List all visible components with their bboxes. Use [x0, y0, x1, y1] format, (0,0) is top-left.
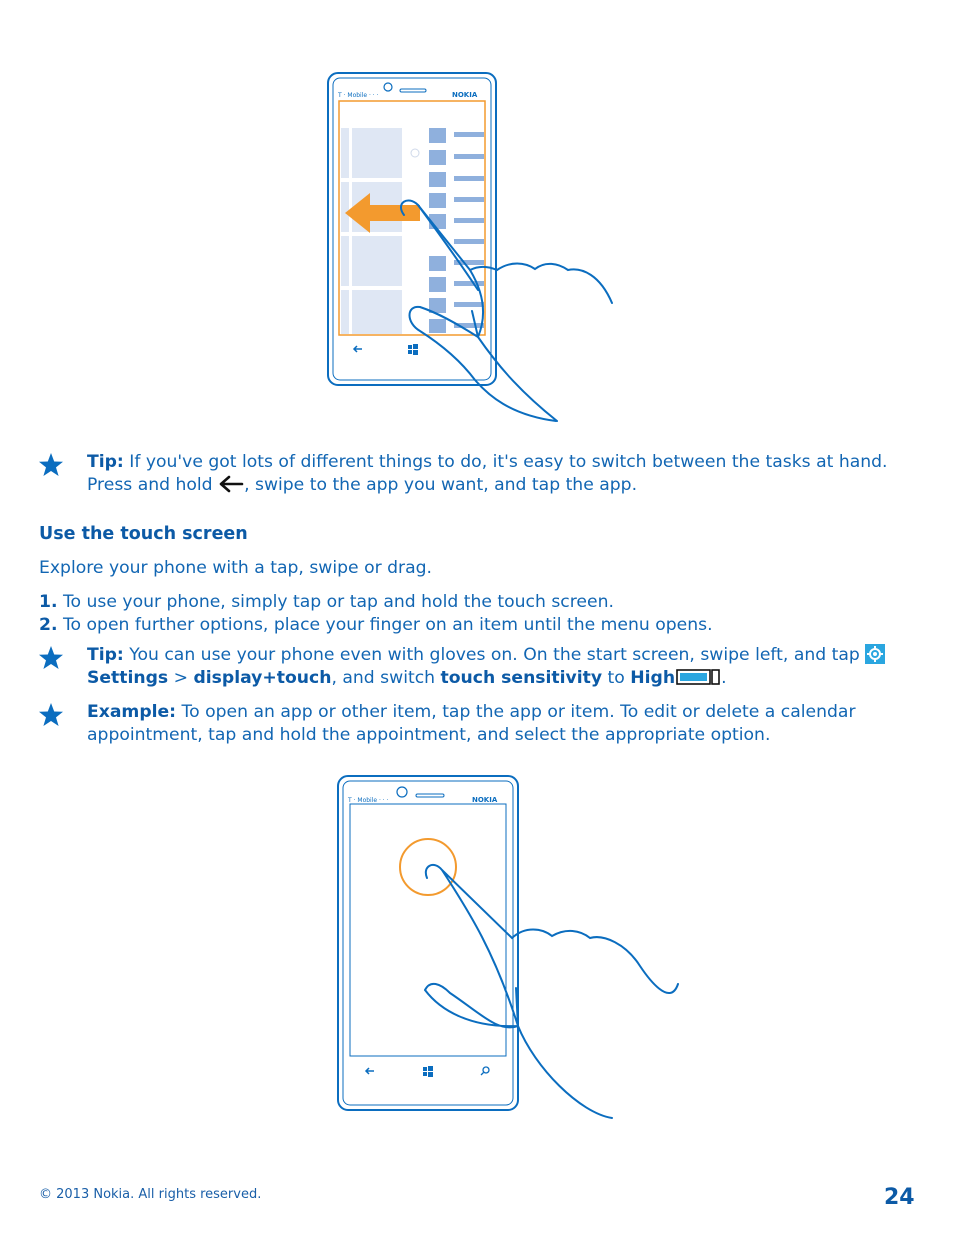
example-paragraph: Example: To open an app or other item, tap the app or item. To edit or delete a calendar appointment, tap and hold the appointment, and select the appropriate option. — [87, 702, 856, 745]
star-icon — [38, 645, 64, 671]
sensitivity-high-icon — [675, 667, 721, 687]
phone-screen — [350, 804, 506, 1056]
tap-illustration — [330, 768, 690, 1128]
carrier-label: T · Mobile · · · — [338, 92, 379, 99]
copyright: © 2013 Nokia. All rights reserved. — [39, 1187, 262, 1202]
tip-label: Tip: — [87, 645, 124, 665]
page-number: 24 — [884, 1185, 915, 1210]
star-icon — [38, 702, 64, 728]
step-2: 2. To open further options, place your finger on an item until the menu opens. — [39, 615, 713, 635]
carrier-label: T · Mobile · · · — [348, 797, 389, 804]
star-icon — [38, 452, 64, 478]
example-label: Example: — [87, 702, 177, 722]
tip-switch-tasks: Tip: If you've got lots of different things to do, it's easy to switch between the tasks at hand. Press and hold , swipe to the app you want, and tap the app. — [87, 452, 888, 495]
tip-label: Tip: — [87, 452, 124, 472]
step-1: 1. To use your phone, simply tap or tap and hold the touch screen. — [39, 592, 614, 612]
section-intro: Explore your phone with a tap, swipe or drag. — [39, 558, 433, 578]
settings-gear-icon — [865, 644, 885, 664]
section-heading: Use the touch screen — [39, 524, 248, 544]
brand-logo: NOKIA — [452, 91, 478, 99]
back-arrow-icon — [218, 474, 244, 494]
brand-logo: NOKIA — [472, 796, 498, 804]
tip-gloves: Tip: You can use your phone even with gloves on. On the start screen, swipe left, and tap Settings > display+touch, and switch touch sensitivity to High . — [87, 644, 927, 689]
swipe-illustration — [320, 65, 630, 430]
